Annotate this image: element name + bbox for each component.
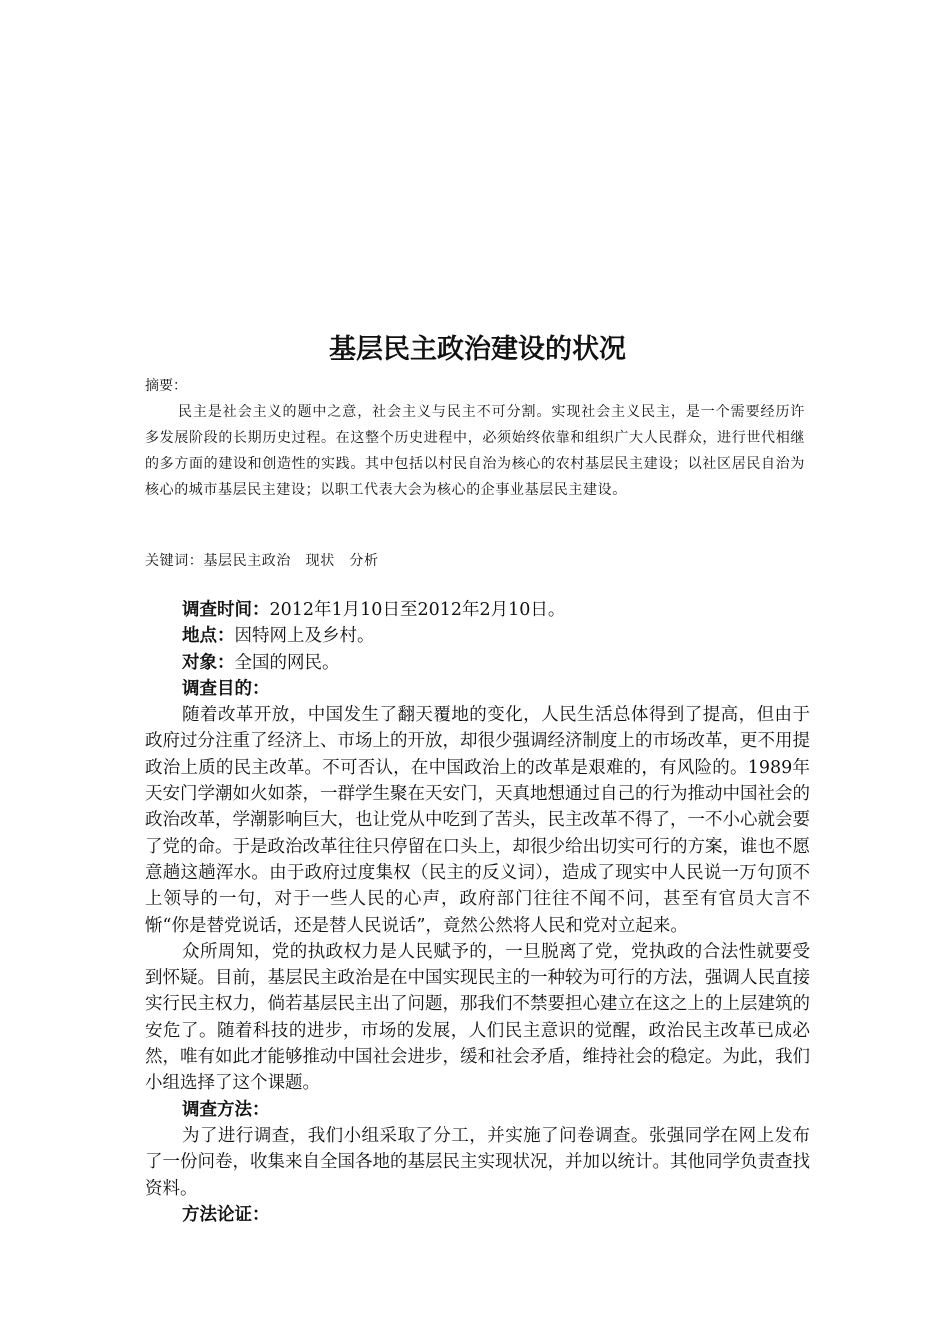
abstract-text: 民主是社会主义的题中之意，社会主义与民主不可分割。实现社会主义民主，是一个需要经历许多发展阶段的长期历史过程。在这整个历史进程中，必须始终依靠和组织广大人民群众，进行世代相继的多方面的建设和创造性的实践。其中包括以村民自治为核心的农村基层民主建设；以社区居民自治为核心的城市基层民主建设；以职工代表大会为核心的企事业基层民主建设。	[145, 404, 805, 498]
purpose-paragraph-2: 众所周知，党的执政权力是人民赋予的，一旦脱离了党，党执政的合法性就要受到怀疑。目前，基层民主政治是在中国实现民主的一种较为可行的方法，强调人民直接实行民主权力，倘若基层民主出了问题，那我们不禁要担心建立在这之上的上层建筑的安危了。随着科技的进步，市场的发展，人们民主意识的觉醒，政治民主改革已成必然，唯有如此才能够推动中国社会进步，缓和社会矛盾，维持社会的稳定。为此，我们小组选择了这个课题。	[145, 941, 810, 1094]
survey-object-value: 全国的网民。	[234, 652, 340, 673]
abstract-section	[145, 373, 805, 503]
argument-heading: 方法论证：	[182, 1204, 270, 1225]
body-section	[145, 597, 810, 1228]
survey-object-label: 对象：	[182, 652, 235, 673]
survey-place-value: 因特网上及乡村。	[234, 626, 375, 647]
survey-object-line	[145, 650, 810, 676]
survey-place-line	[145, 623, 810, 649]
method-paragraph: 为了进行调查，我们小组采取了分工，并实施了问卷调查。张强同学在网上发布了一份问卷，收集来自全国各地的基层民主实现状况，并加以统计。其他同学负责查找资料。	[145, 1125, 810, 1199]
survey-time-label: 调查时间：	[182, 600, 270, 620]
survey-place-label: 地点：	[182, 626, 235, 647]
document-title: 基层民主政治建设的状况	[329, 334, 626, 365]
purpose-heading: 调查目的：	[182, 678, 270, 699]
method-heading: 调查方法：	[182, 1099, 270, 1120]
survey-time-line	[145, 597, 810, 623]
survey-time-value: 2012年1月10日至2012年2月10日。	[269, 600, 566, 620]
abstract-label: 摘要：	[145, 378, 187, 394]
purpose-paragraph-1: 随着改革开放，中国发生了翻天覆地的变化，人民生活总体得到了提高，但由于政府过分注重了经济上、市场上的开放，却很少强调经济制度上的市场改革，更不用提政治上质的民主改革。不可否认，在中国政治上的改革是艰难的，有风险的。1989年天安门学潮如火如荼，一群学生聚在天安门，天真地想通过自己的行为推动中国社会的政治改革，学潮影响巨大，也让党从中吃到了苦头，民主改革不得了，一不小心就会要了党的命。于是政治改革往往只停留在口头上，却很少给出切实可行的方案，谁也不愿意趟这趟浑水。由于政府过度集权（民主的反义词），造成了现实中人民说一万句顶不上领导的一句，对于一些人民的心声，政府部门往往不闻不问，甚至有官员大言不惭“你是替党说话，还是替人民说话”，竟然公然将人民和党对立起来。	[145, 705, 810, 936]
keywords-line: 关键词：基层民主政治 现状 分析	[145, 553, 379, 569]
